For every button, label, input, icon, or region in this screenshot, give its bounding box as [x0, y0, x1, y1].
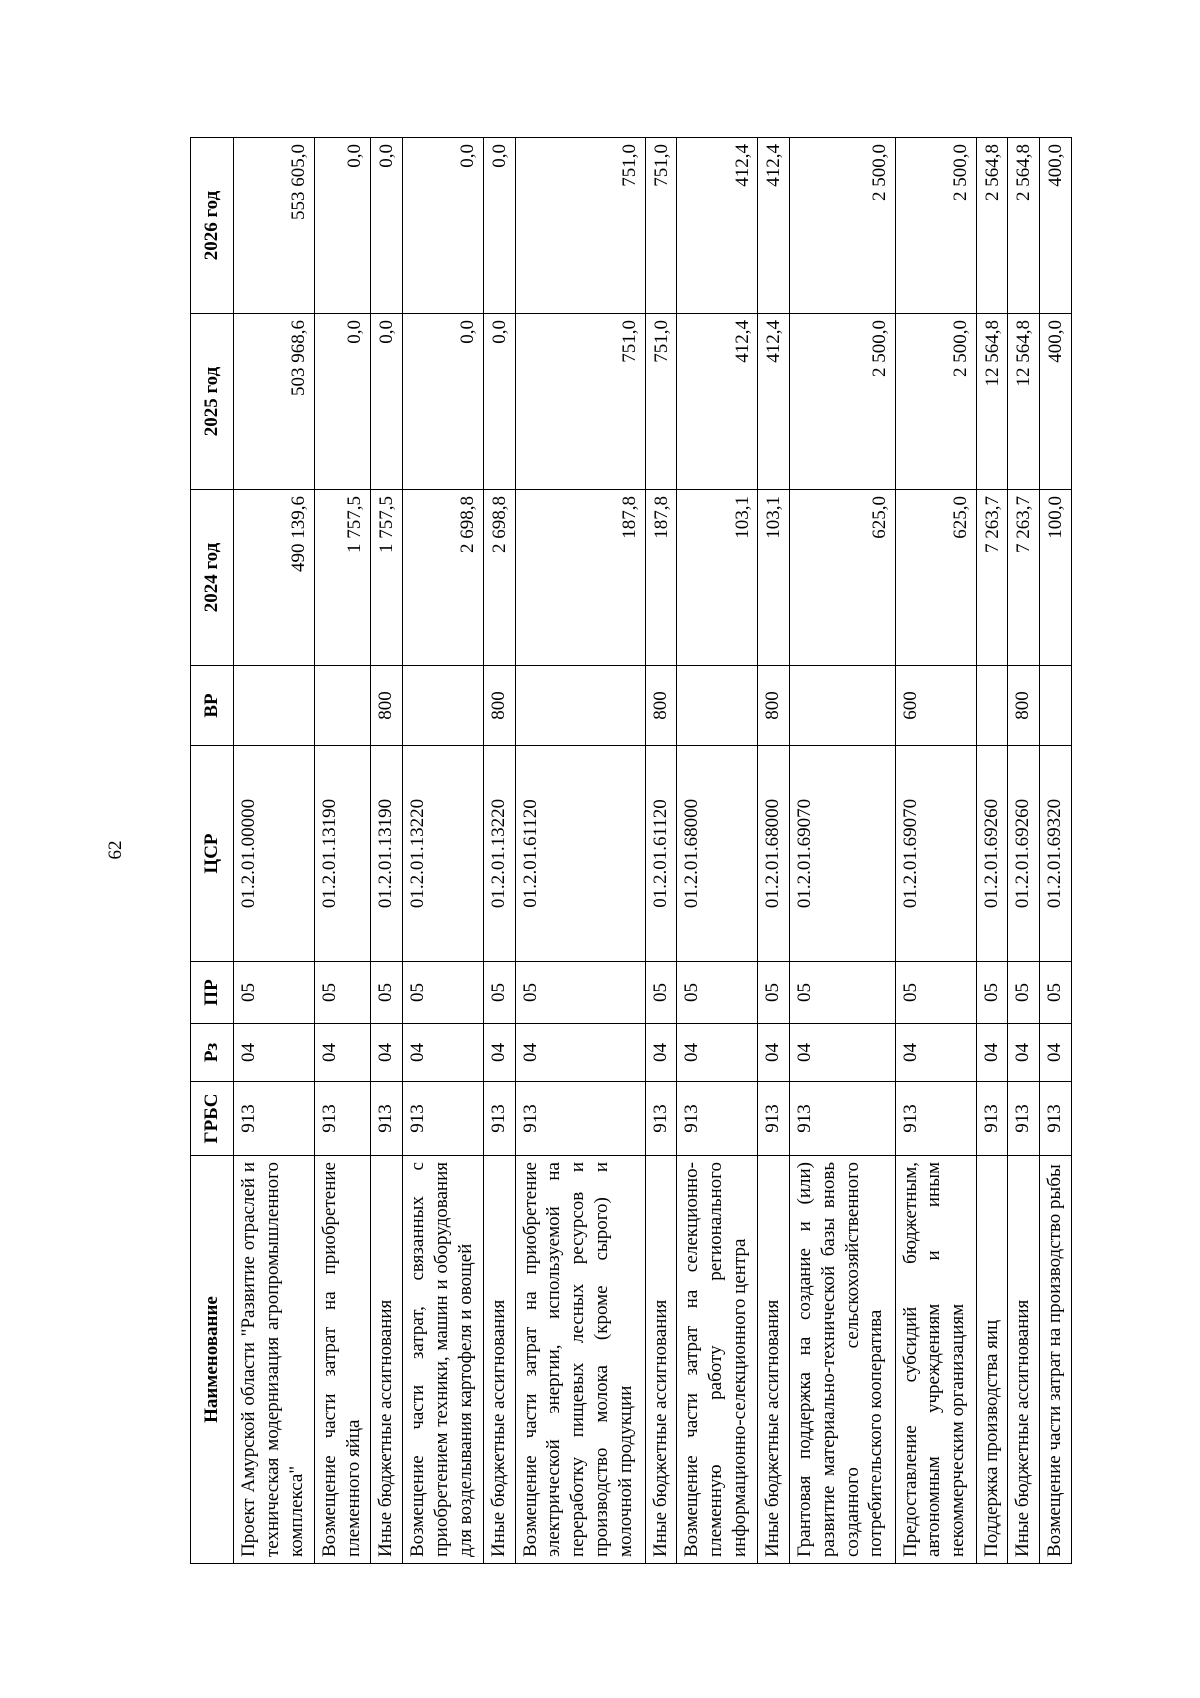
header-pr: ПР [191, 962, 234, 1024]
row-csr-cell: 01.2.01.69070 [895, 746, 976, 962]
row-2024-cell: 7 263,7 [976, 490, 1008, 666]
row-2025-cell: 412,4 [677, 314, 758, 490]
row-grbs-cell: 913 [895, 1082, 976, 1156]
header-vr: ВР [191, 666, 234, 746]
header-2024: 2024 год [191, 490, 234, 666]
row-name-cell: Возмещение части затрат на приобретение электрической энергии, используемой на переработку пищевых лесных ресурсов и производство молока (кроме сырого) и молочной продукции [515, 1156, 645, 1564]
row-name-cell: Иные бюджетные ассигнования [645, 1156, 677, 1564]
row-2026-cell: 751,0 [645, 138, 677, 314]
row-grbs-cell: 913 [403, 1082, 484, 1156]
row-2025-cell: 12 564,8 [1008, 314, 1040, 490]
row-grbs-cell: 913 [645, 1082, 677, 1156]
row-vr-cell [314, 666, 370, 746]
table-row [314, 138, 370, 1564]
table-row [677, 138, 758, 1564]
header-grbs: ГРБС [191, 1082, 234, 1156]
row-pr-cell: 05 [677, 962, 758, 1024]
row-pr-cell: 05 [371, 962, 403, 1024]
table-header-row [191, 138, 234, 1564]
row-csr-cell: 01.2.01.69070 [790, 746, 895, 962]
row-csr-cell: 01.2.01.61120 [515, 746, 645, 962]
row-csr-cell: 01.2.01.68000 [677, 746, 758, 962]
table-row [790, 138, 895, 1564]
row-name-cell: Иные бюджетные ассигнования [758, 1156, 790, 1564]
row-2024-cell: 490 139,6 [234, 490, 315, 666]
row-grbs-cell: 913 [314, 1082, 370, 1156]
row-2024-cell: 1 757,5 [371, 490, 403, 666]
row-rz-cell: 04 [758, 1024, 790, 1082]
row-name-cell: Иные бюджетные ассигнования [483, 1156, 515, 1564]
row-2025-cell: 751,0 [515, 314, 645, 490]
table-row [895, 138, 976, 1564]
row-name-cell: Иные бюджетные ассигнования [1008, 1156, 1040, 1564]
row-rz-cell: 04 [895, 1024, 976, 1082]
row-rz-cell: 04 [677, 1024, 758, 1082]
row-2024-cell: 2 698,8 [403, 490, 484, 666]
row-2024-cell: 2 698,8 [483, 490, 515, 666]
row-rz-cell: 04 [515, 1024, 645, 1082]
rotated-table-frame [190, 138, 1072, 1564]
row-rz-cell: 04 [234, 1024, 315, 1082]
row-vr-cell: 800 [483, 666, 515, 746]
table-row [758, 138, 790, 1564]
header-2026: 2026 год [191, 138, 234, 314]
row-name-cell: Поддержка производства яиц [976, 1156, 1008, 1564]
row-pr-cell: 05 [483, 962, 515, 1024]
table-row [371, 138, 403, 1564]
row-grbs-cell: 913 [758, 1082, 790, 1156]
row-rz-cell: 04 [1008, 1024, 1040, 1082]
row-2025-cell: 12 564,8 [976, 314, 1008, 490]
row-2026-cell: 0,0 [371, 138, 403, 314]
header-csr: ЦСР [191, 746, 234, 962]
row-2025-cell: 412,4 [758, 314, 790, 490]
row-vr-cell [515, 666, 645, 746]
row-grbs-cell: 913 [515, 1082, 645, 1156]
row-csr-cell: 01.2.01.69260 [976, 746, 1008, 962]
row-vr-cell: 800 [1008, 666, 1040, 746]
row-csr-cell: 01.2.01.13190 [314, 746, 370, 962]
row-grbs-cell: 913 [976, 1082, 1008, 1156]
row-grbs-cell: 913 [677, 1082, 758, 1156]
table-row [1040, 138, 1072, 1564]
row-name-cell: Грантовая поддержка на создание и (или) развитие материально-технической базы вновь созданного сельскохозяйственного потребительского кооператива [790, 1156, 895, 1564]
row-2026-cell: 412,4 [758, 138, 790, 314]
row-2026-cell: 2 500,0 [895, 138, 976, 314]
row-2026-cell: 2 564,8 [1008, 138, 1040, 314]
table-row [483, 138, 515, 1564]
row-2026-cell: 0,0 [314, 138, 370, 314]
row-2024-cell: 187,8 [645, 490, 677, 666]
row-pr-cell: 05 [758, 962, 790, 1024]
row-name-cell: Возмещение части затрат на селекционно-племенную работу регионального информационно-селекционного центра [677, 1156, 758, 1564]
row-vr-cell [677, 666, 758, 746]
row-grbs-cell: 913 [790, 1082, 895, 1156]
row-vr-cell [790, 666, 895, 746]
row-2026-cell: 0,0 [483, 138, 515, 314]
row-csr-cell: 01.2.01.13190 [371, 746, 403, 962]
row-name-cell: Иные бюджетные ассигнования [371, 1156, 403, 1564]
row-pr-cell: 05 [1040, 962, 1072, 1024]
row-vr-cell [976, 666, 1008, 746]
row-grbs-cell: 913 [234, 1082, 315, 1156]
table-row [403, 138, 484, 1564]
row-2025-cell: 0,0 [371, 314, 403, 490]
row-rz-cell: 04 [790, 1024, 895, 1082]
row-2025-cell: 0,0 [314, 314, 370, 490]
table-row [515, 138, 645, 1564]
row-vr-cell: 800 [645, 666, 677, 746]
row-2024-cell: 625,0 [895, 490, 976, 666]
header-2025: 2025 год [191, 314, 234, 490]
row-csr-cell: 01.2.01.61120 [645, 746, 677, 962]
row-vr-cell: 800 [758, 666, 790, 746]
row-2025-cell: 0,0 [483, 314, 515, 490]
row-csr-cell: 01.2.01.00000 [234, 746, 315, 962]
row-name-cell: Возмещение части затрат, связанных с приобретением техники, машин и оборудования для возделывания картофеля и овощей [403, 1156, 484, 1564]
row-grbs-cell: 913 [483, 1082, 515, 1156]
table-row [976, 138, 1008, 1564]
row-rz-cell: 04 [1040, 1024, 1072, 1082]
header-name: Наименование [191, 1156, 234, 1564]
row-2026-cell: 751,0 [515, 138, 645, 314]
row-2026-cell: 400,0 [1040, 138, 1072, 314]
row-pr-cell: 05 [645, 962, 677, 1024]
row-rz-cell: 04 [645, 1024, 677, 1082]
row-rz-cell: 04 [976, 1024, 1008, 1082]
row-2024-cell: 103,1 [758, 490, 790, 666]
row-2026-cell: 412,4 [677, 138, 758, 314]
row-rz-cell: 04 [371, 1024, 403, 1082]
row-rz-cell: 04 [314, 1024, 370, 1082]
row-csr-cell: 01.2.01.69320 [1040, 746, 1072, 962]
row-rz-cell: 04 [483, 1024, 515, 1082]
row-csr-cell: 01.2.01.13220 [483, 746, 515, 962]
row-2024-cell: 1 757,5 [314, 490, 370, 666]
row-pr-cell: 05 [790, 962, 895, 1024]
table-body [234, 138, 1072, 1564]
row-vr-cell: 800 [371, 666, 403, 746]
row-2025-cell: 503 968,6 [234, 314, 315, 490]
row-pr-cell: 05 [895, 962, 976, 1024]
table-row [234, 138, 315, 1564]
row-2025-cell: 2 500,0 [895, 314, 976, 490]
row-pr-cell: 05 [1008, 962, 1040, 1024]
header-rz: Рз [191, 1024, 234, 1082]
row-grbs-cell: 913 [371, 1082, 403, 1156]
row-vr-cell [403, 666, 484, 746]
row-rz-cell: 04 [403, 1024, 484, 1082]
budget-table [190, 137, 1072, 1564]
row-pr-cell: 05 [403, 962, 484, 1024]
row-2025-cell: 2 500,0 [790, 314, 895, 490]
row-pr-cell: 05 [515, 962, 645, 1024]
row-name-cell: Возмещение части затрат на производство рыбы [1040, 1156, 1072, 1564]
row-pr-cell: 05 [314, 962, 370, 1024]
row-csr-cell: 01.2.01.13220 [403, 746, 484, 962]
row-2026-cell: 0,0 [403, 138, 484, 314]
row-pr-cell: 05 [234, 962, 315, 1024]
row-vr-cell: 600 [895, 666, 976, 746]
row-2024-cell: 100,0 [1040, 490, 1072, 666]
row-vr-cell [1040, 666, 1072, 746]
row-2024-cell: 7 263,7 [1008, 490, 1040, 666]
row-pr-cell: 05 [976, 962, 1008, 1024]
row-name-cell: Проект Амурской области "Развитие отраслей и техническая модернизация агропромышленного комплекса" [234, 1156, 315, 1564]
table-container [190, 138, 1072, 1564]
row-2025-cell: 400,0 [1040, 314, 1072, 490]
row-csr-cell: 01.2.01.69260 [1008, 746, 1040, 962]
row-name-cell: Предоставление субсидий бюджетным, автономным учреждениям и иным некоммерческим организациям [895, 1156, 976, 1564]
table-row [1008, 138, 1040, 1564]
page-number: 62 [105, 840, 126, 860]
row-grbs-cell: 913 [1040, 1082, 1072, 1156]
row-2026-cell: 2 500,0 [790, 138, 895, 314]
row-grbs-cell: 913 [1008, 1082, 1040, 1156]
row-name-cell: Возмещение части затрат на приобретение племенного яйца [314, 1156, 370, 1564]
row-vr-cell [234, 666, 315, 746]
row-csr-cell: 01.2.01.68000 [758, 746, 790, 962]
row-2024-cell: 625,0 [790, 490, 895, 666]
row-2026-cell: 2 564,8 [976, 138, 1008, 314]
row-2025-cell: 751,0 [645, 314, 677, 490]
table-row [645, 138, 677, 1564]
row-2026-cell: 553 605,0 [234, 138, 315, 314]
row-2024-cell: 103,1 [677, 490, 758, 666]
row-2025-cell: 0,0 [403, 314, 484, 490]
row-2024-cell: 187,8 [515, 490, 645, 666]
